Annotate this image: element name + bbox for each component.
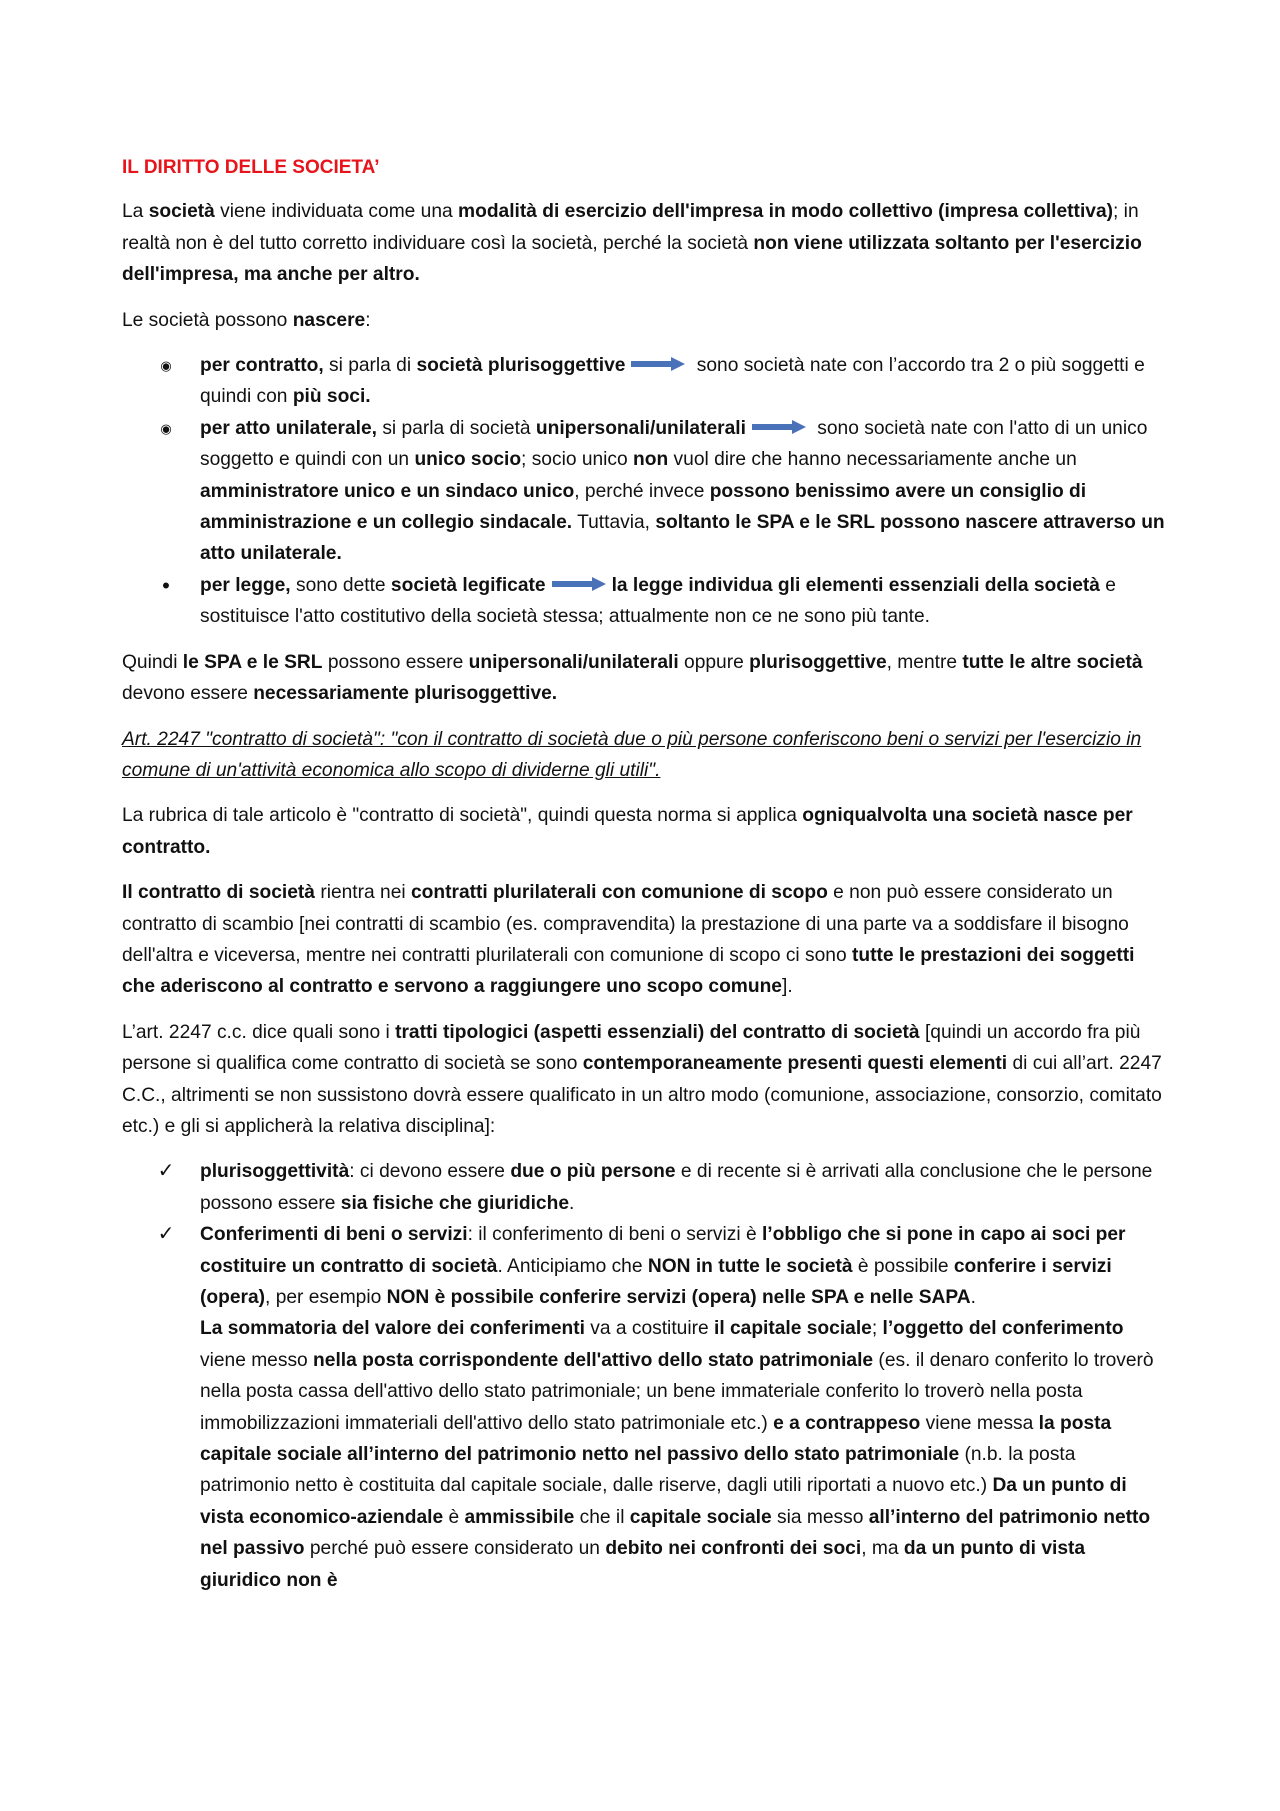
document-title: IL DIRITTO DELLE SOCIETA’ [122,157,380,178]
bold-text: società [148,201,215,223]
text: rientra nei [314,882,411,904]
bold-text: amministratore unico e un sindaco unico [200,480,575,502]
text: e sostituisce l'atto costitutivo della società stessa; attualmente non ce ne sono più tante. [200,574,1116,628]
bold-text: per legge, [200,574,291,596]
text: ; in realtà non è del tutto corretto individuare così la società, perché la società [122,201,1139,254]
text: si parla di [323,355,417,377]
right-arrow-icon [752,419,806,435]
text: di cui all’art. 2247 C.C., altrimenti se non sussistono dovrà essere qualificato in un altro modo (comunione, associazione, consorzio, comitato etc.) e gli si applicherà la relativa disciplina]: [122,1053,1162,1137]
bold-text: unico socio [414,449,522,471]
bold-text: ogniqualvolta una società nasce per contratto. [122,805,1133,858]
text: è possibile [852,1255,954,1277]
bold-text: all’interno del patrimonio netto nel passivo [200,1506,1151,1560]
text: viene messa [920,1412,1039,1434]
text: . [970,1287,976,1308]
text: ; socio unico [521,449,634,471]
text: va a costituire [584,1318,714,1340]
text: sono società nate con l’accordo tra 2 o più soggetti e quindi con [200,355,1145,408]
text: La [122,201,149,223]
list-item [122,350,1167,413]
text: che il [574,1506,630,1528]
list-item [122,1156,1167,1219]
text: vuol dire che hanno necessariamente anche un [668,449,1077,471]
right-arrow-icon [552,576,606,592]
dot-bullet-icon: • [162,572,170,598]
text: Le società possono [122,309,293,331]
bold-text: da un punto di vista giuridico non è [200,1538,1086,1591]
text: La rubrica di tale articolo è "contratto di società", quindi questa norma si applica [122,805,803,827]
bold-text: conferire i servizi (opera) [200,1255,1112,1308]
list-item-paragraph [200,1313,1167,1596]
bold-text: e a contrappeso [773,1412,921,1434]
bold-text: società legificate [390,574,546,596]
text: (es. il denaro conferito lo troverò nella posta cassa dell'attivo dello stato patrimoniale; un bene immateriale conferito lo troverò nella posta immobilizzazioni immateriali dell'attivo dello stato patrimoniale etc.) [200,1349,1154,1434]
circle-bullet-icon: ◉ [160,420,172,436]
bold-text: società plurisoggettive [416,355,626,377]
text: , mentre [886,651,963,673]
bold-text: per contratto, [200,355,324,377]
text: , ma [861,1538,904,1560]
bold-text: tratti tipologici (aspetti essenziali) del contratto di società [395,1021,920,1043]
bold-text: per atto unilaterale, [200,417,377,439]
text: e di recente si è arrivati alla conclusione che le persone possono essere [200,1161,1153,1214]
text: sono società nate con l'atto di un unico soggetto e quindi con un [200,417,1148,471]
bold-text: Conferimenti di beni o servizi [200,1224,468,1246]
list-item [122,413,1167,570]
right-arrow-icon [631,356,685,372]
checkmark-icon: ✓ [157,1223,175,1246]
text: viene individuata come una [214,201,459,223]
bold-text: unipersonali/unilaterali [535,417,746,439]
text: e non può essere considerato un contratto di scambio [nei contratti di scambio (es. compravendita) la prestazione di una parte va a soddisfare il bisogno dell'altra e viceversa, mentre nei contratti plurilaterali con comunione di scopo ci sono [122,882,1129,966]
bold-text: tutte le prestazioni dei soggetti che aderiscono al contratto e servono a raggiungere uno scopo comune [122,944,1135,998]
bold-text: contratti plurilaterali con comunione di scopo [410,882,828,904]
bold-text: Il contratto di società [122,882,315,904]
bold-text: l’obbligo che si pone in capo ai soci per costituire un contratto di società [200,1224,1126,1277]
text: Tuttavia, [572,512,656,534]
tratti-paragraph [122,1017,1167,1143]
nascita-list [122,350,1167,633]
summary-paragraph [122,647,1167,710]
contratto-paragraph [122,877,1167,1003]
nascita-paragraph [122,305,1167,336]
text: viene messo [200,1349,314,1371]
text: [quindi un accordo fra più persone si qualifica come contratto di società se sono [122,1021,1141,1075]
text: ; [871,1318,883,1340]
bold-text: tutte le altre società [962,651,1143,673]
text: si parla di società [377,417,536,439]
bold-text: due o più persone [510,1161,676,1183]
bold-text: soltanto le SPA e le SRL possono nascere attraverso un atto unilaterale. [200,512,1165,565]
bold-text: unipersonali/unilaterali [468,651,679,673]
bold-text: sia fisiche che giuridiche [340,1192,569,1214]
text: possono essere [322,651,469,673]
circle-bullet-icon: ◉ [160,358,172,374]
article-citation: Art. 2247 "contratto di società": "con il contratto di società due o più persone conferiscono beni o servizi per l'esercizio in comune di un'attività economica allo scopo di dividerne gli utili". [122,728,1142,781]
bold-text: la legge individua gli elementi essenziali della società [611,574,1100,596]
text: (n.b. la posta patrimonio netto è costituita dal capitale sociale, dalle riserve, dagli utili riportati a nuovo etc.) [200,1444,1076,1497]
rubrica-paragraph [122,800,1167,863]
text: , perché invece [574,480,710,502]
bold-text: le SPA e le SRL [182,651,323,673]
bold-text: debito nei confronti dei soci [605,1538,862,1560]
text: perché può essere considerato un [304,1538,606,1560]
text: : ci devono essere [349,1161,511,1183]
bold-text: capitale sociale [629,1506,772,1528]
bold-text: plurisoggettività [200,1161,350,1183]
text: sia messo [771,1506,869,1528]
bold-text: NON è possibile conferire servizi (opera) nelle SPA e nelle SAPA [386,1287,971,1308]
intro-paragraph [122,196,1167,290]
text: L’art. 2247 c.c. dice quali sono i [122,1021,396,1043]
text: . [569,1192,575,1214]
checkmark-icon: ✓ [157,1160,175,1183]
bold-text: modalità di esercizio dell'impresa in modo collettivo (impresa collettiva) [458,201,1114,223]
text: ]. [781,976,793,998]
bold-text: più soci. [292,386,371,408]
bold-text: possono benissimo avere un consiglio di amministrazione e un collegio sindacale. [200,480,1087,534]
bold-text: nascere [292,309,366,331]
bold-text: la posta capitale sociale all’interno del patrimonio netto nel passivo dello stato patrimoniale [200,1412,1112,1466]
bold-text: NON in tutte le società [647,1255,853,1277]
text: Quindi [122,651,183,673]
text: oppure [678,651,750,673]
bold-text: contemporaneamente presenti questi elementi [582,1053,1008,1075]
list-item [122,1219,1167,1596]
bold-text: La sommatoria del valore dei conferimenti [200,1318,585,1340]
tratti-list [122,1156,1167,1596]
bold-text: nella posta corrispondente dell'attivo dello stato patrimoniale [313,1349,874,1371]
bold-text: necessariamente plurisoggettive. [253,683,558,705]
text: sono dette [290,574,391,596]
list-item-paragraph [200,1219,1167,1313]
bold-text: ammissibile [464,1506,575,1528]
bold-text: plurisoggettive [749,651,887,673]
text: : il conferimento di beni o servizi è [467,1224,762,1246]
bold-text: Da un punto di vista economico-aziendale [200,1475,1127,1528]
bold-text: non [633,449,669,471]
bold-text: non viene utilizzata soltanto per l'esercizio dell'impresa, ma anche per altro. [122,232,1142,286]
list-item [122,570,1167,633]
document-page [122,152,1167,1610]
text: è [443,1506,465,1528]
text: devono essere [122,683,254,705]
bold-text: l’oggetto del conferimento [882,1318,1124,1340]
text: : [365,309,371,331]
bold-text: il capitale sociale [713,1318,872,1340]
text: , per esempio [265,1287,387,1308]
text: . Anticipiamo che [497,1255,648,1277]
